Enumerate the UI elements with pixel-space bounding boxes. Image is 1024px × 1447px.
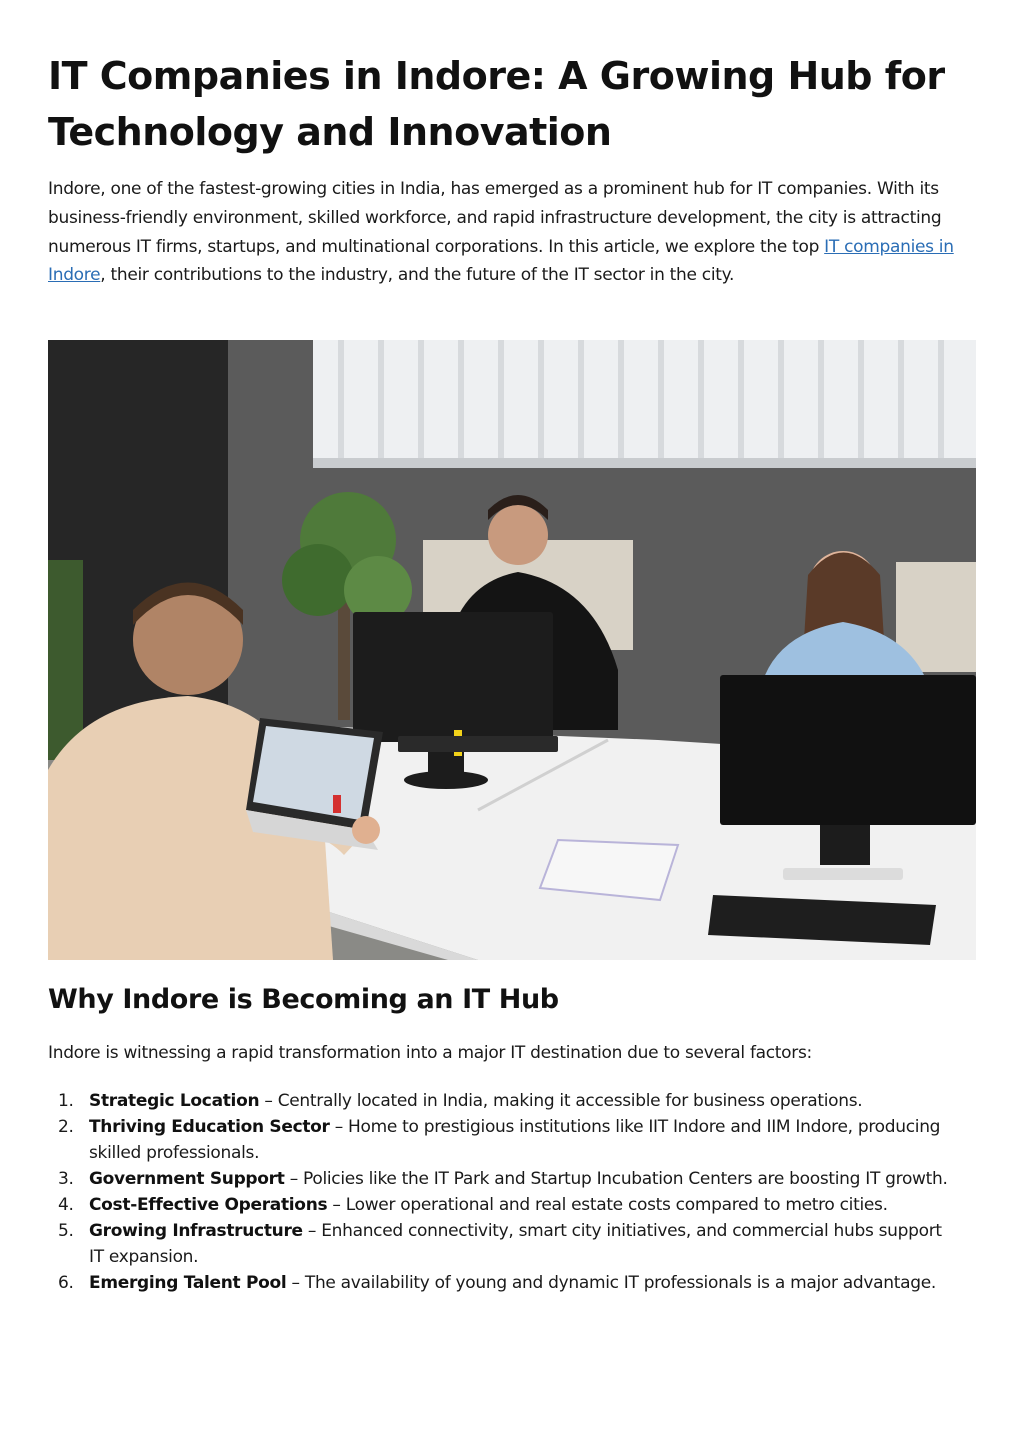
intro-text-start: Indore, one of the fastest-growing cities in India, has emerged as a prominent hub for IT companies. With its business-friendly environment, skilled workforce, and rapid infrastructure development, the city is attracting numerous IT firms, startups, and multinational corporations. In this article, we explore the top	[48, 179, 942, 257]
list-number: 4.	[58, 1195, 74, 1215]
list-number: 6.	[58, 1273, 74, 1293]
office-photo	[48, 340, 976, 960]
list-item	[48, 1114, 948, 1166]
factor-title: Strategic Location	[89, 1091, 260, 1111]
factor-title: Government Support	[89, 1169, 285, 1189]
it-companies-link[interactable]: IT companies in Indore	[48, 236, 954, 286]
intro-text-end: , their contributions to the industry, and the future of the IT sector in the city.	[100, 265, 735, 286]
list-number: 1.	[58, 1091, 74, 1111]
factor-title: Thriving Education Sector	[89, 1117, 330, 1137]
list-number: 3.	[58, 1169, 74, 1189]
list-number: 2.	[58, 1117, 74, 1137]
factor-title: Growing Infrastructure	[89, 1221, 303, 1241]
section-lead: Indore is witnessing a rapid transformation into a major IT destination due to several factors:	[48, 1043, 812, 1063]
factors-list	[48, 1088, 948, 1296]
factor-text: – Centrally located in India, making it accessible for business operations.	[259, 1091, 863, 1111]
list-item	[48, 1166, 948, 1192]
list-item	[48, 1270, 948, 1296]
section-heading: Why Indore is Becoming an IT Hub	[48, 984, 559, 1015]
factor-text: – Home to prestigious institutions like IIT Indore and IIM Indore, producing skilled professionals.	[89, 1117, 941, 1163]
factor-text: – Lower operational and real estate costs compared to metro cities.	[327, 1195, 888, 1215]
intro-paragraph	[48, 175, 973, 290]
list-item	[48, 1088, 948, 1114]
factor-text: – The availability of young and dynamic IT professionals is a major advantage.	[286, 1273, 936, 1293]
factor-title: Cost-Effective Operations	[89, 1195, 328, 1215]
factor-title: Emerging Talent Pool	[89, 1273, 287, 1293]
list-number: 5.	[58, 1221, 74, 1241]
factor-text: – Enhanced connectivity, smart city initiatives, and commercial hubs support IT expansion.	[89, 1221, 942, 1267]
factor-text: – Policies like the IT Park and Startup Incubation Centers are boosting IT growth.	[284, 1169, 948, 1189]
article-title: IT Companies in Indore: A Growing Hub for Technology and Innovation	[48, 54, 945, 154]
list-item	[48, 1218, 948, 1270]
list-item	[48, 1192, 948, 1218]
